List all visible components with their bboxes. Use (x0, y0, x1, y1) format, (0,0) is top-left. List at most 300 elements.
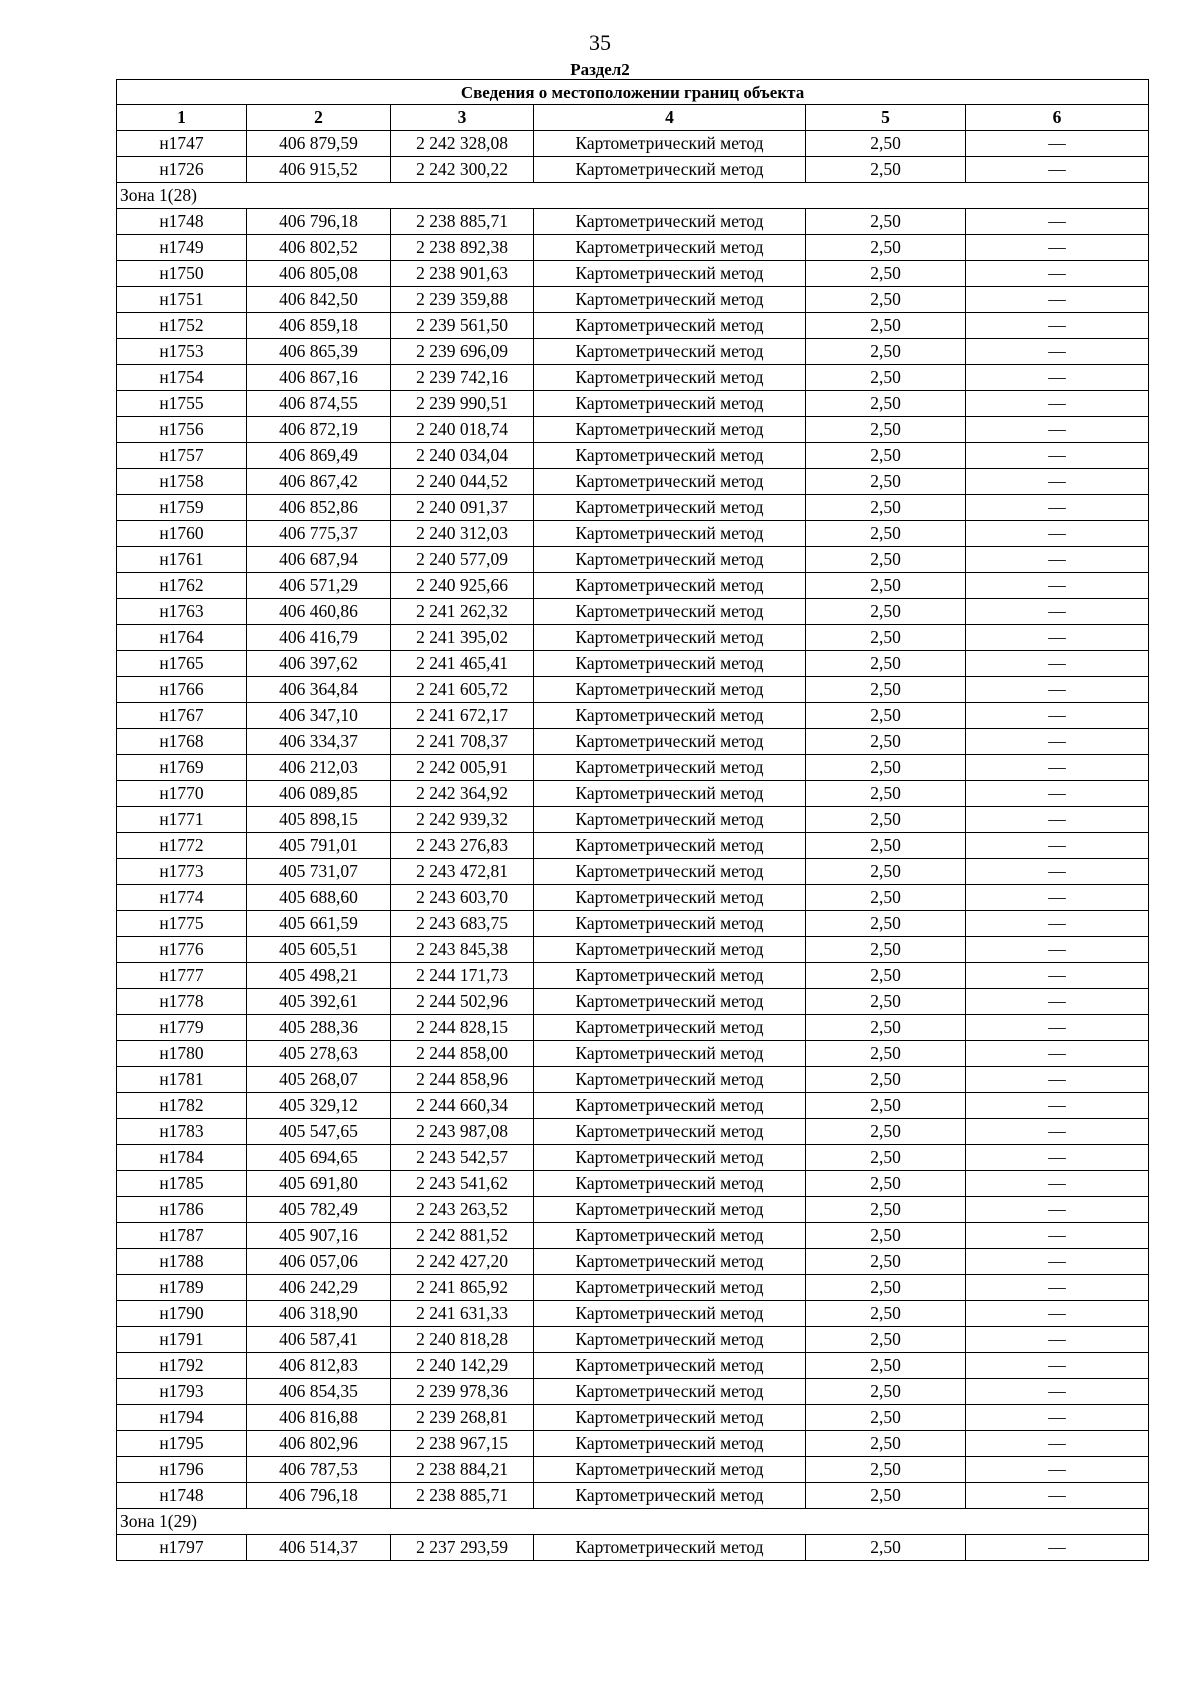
point-id-cell: н1764 (117, 625, 247, 651)
description-cell: — (966, 1249, 1149, 1275)
x-coordinate-cell: 406 796,18 (247, 209, 391, 235)
accuracy-cell: 2,50 (806, 287, 966, 313)
method-cell: Картометрический метод (534, 573, 806, 599)
x-coordinate-cell: 405 288,36 (247, 1015, 391, 1041)
y-coordinate-cell: 2 240 044,52 (391, 469, 534, 495)
y-coordinate-cell: 2 243 276,83 (391, 833, 534, 859)
point-id-cell: н1748 (117, 209, 247, 235)
y-coordinate-cell: 2 240 091,37 (391, 495, 534, 521)
method-cell: Картометрический метод (534, 1067, 806, 1093)
x-coordinate-cell: 405 694,65 (247, 1145, 391, 1171)
method-cell: Картометрический метод (534, 287, 806, 313)
table-row (117, 1405, 1149, 1431)
description-cell: — (966, 937, 1149, 963)
y-coordinate-cell: 2 244 171,73 (391, 963, 534, 989)
description-cell: — (966, 391, 1149, 417)
table-row (117, 1301, 1149, 1327)
x-coordinate-cell: 406 787,53 (247, 1457, 391, 1483)
point-id-cell: н1774 (117, 885, 247, 911)
y-coordinate-cell: 2 238 885,71 (391, 209, 534, 235)
method-cell: Картометрический метод (534, 1223, 806, 1249)
table-row (117, 573, 1149, 599)
accuracy-cell: 2,50 (806, 469, 966, 495)
accuracy-cell: 2,50 (806, 1067, 966, 1093)
point-id-cell: н1753 (117, 339, 247, 365)
method-cell: Картометрический метод (534, 859, 806, 885)
table-row (117, 1041, 1149, 1067)
y-coordinate-cell: 2 243 263,52 (391, 1197, 534, 1223)
x-coordinate-cell: 406 865,39 (247, 339, 391, 365)
x-coordinate-cell: 406 812,83 (247, 1353, 391, 1379)
point-id-cell: н1752 (117, 313, 247, 339)
y-coordinate-cell: 2 243 603,70 (391, 885, 534, 911)
description-cell: — (966, 1327, 1149, 1353)
point-id-cell: н1761 (117, 547, 247, 573)
table-row (117, 781, 1149, 807)
method-cell: Картометрический метод (534, 651, 806, 677)
y-coordinate-cell: 2 240 818,28 (391, 1327, 534, 1353)
y-coordinate-cell: 2 239 696,09 (391, 339, 534, 365)
method-cell: Картометрический метод (534, 1379, 806, 1405)
method-cell: Картометрический метод (534, 235, 806, 261)
x-coordinate-cell: 406 802,96 (247, 1431, 391, 1457)
method-cell: Картометрический метод (534, 391, 806, 417)
description-cell: — (966, 1119, 1149, 1145)
table-row (117, 1145, 1149, 1171)
table-row (117, 625, 1149, 651)
description-cell: — (966, 1041, 1149, 1067)
y-coordinate-cell: 2 242 427,20 (391, 1249, 534, 1275)
point-id-cell: н1775 (117, 911, 247, 937)
table-row (117, 989, 1149, 1015)
description-cell: — (966, 235, 1149, 261)
y-coordinate-cell: 2 244 858,96 (391, 1067, 534, 1093)
point-id-cell: н1786 (117, 1197, 247, 1223)
accuracy-cell: 2,50 (806, 1457, 966, 1483)
x-coordinate-cell: 405 329,12 (247, 1093, 391, 1119)
y-coordinate-cell: 2 242 364,92 (391, 781, 534, 807)
description-cell: — (966, 339, 1149, 365)
y-coordinate-cell: 2 244 502,96 (391, 989, 534, 1015)
y-coordinate-cell: 2 241 262,32 (391, 599, 534, 625)
y-coordinate-cell: 2 241 395,02 (391, 625, 534, 651)
method-cell: Картометрический метод (534, 911, 806, 937)
point-id-cell: н1768 (117, 729, 247, 755)
x-coordinate-cell: 406 397,62 (247, 651, 391, 677)
method-cell: Картометрический метод (534, 261, 806, 287)
y-coordinate-cell: 2 240 142,29 (391, 1353, 534, 1379)
zone-label: Зона 1(28) (117, 183, 1149, 209)
y-coordinate-cell: 2 237 293,59 (391, 1535, 534, 1561)
y-coordinate-cell: 2 241 631,33 (391, 1301, 534, 1327)
description-cell: — (966, 677, 1149, 703)
point-id-cell: н1754 (117, 365, 247, 391)
accuracy-cell: 2,50 (806, 1145, 966, 1171)
point-id-cell: н1777 (117, 963, 247, 989)
point-id-cell: н1767 (117, 703, 247, 729)
y-coordinate-cell: 2 243 987,08 (391, 1119, 534, 1145)
point-id-cell: н1773 (117, 859, 247, 885)
table-row (117, 521, 1149, 547)
table-row (117, 1015, 1149, 1041)
description-cell: — (966, 963, 1149, 989)
table-row (117, 469, 1149, 495)
y-coordinate-cell: 2 242 328,08 (391, 131, 534, 157)
point-id-cell: н1776 (117, 937, 247, 963)
table-row (117, 677, 1149, 703)
description-cell: — (966, 1379, 1149, 1405)
point-id-cell: н1747 (117, 131, 247, 157)
accuracy-cell: 2,50 (806, 963, 966, 989)
accuracy-cell: 2,50 (806, 1483, 966, 1509)
method-cell: Картометрический метод (534, 1535, 806, 1561)
method-cell: Картометрический метод (534, 1041, 806, 1067)
accuracy-cell: 2,50 (806, 937, 966, 963)
y-coordinate-cell: 2 242 300,22 (391, 157, 534, 183)
accuracy-cell: 2,50 (806, 1015, 966, 1041)
x-coordinate-cell: 405 791,01 (247, 833, 391, 859)
method-cell: Картометрический метод (534, 339, 806, 365)
method-cell: Картометрический метод (534, 1249, 806, 1275)
x-coordinate-cell: 406 687,94 (247, 547, 391, 573)
description-cell: — (966, 1015, 1149, 1041)
table-row (117, 1067, 1149, 1093)
x-coordinate-cell: 406 587,41 (247, 1327, 391, 1353)
description-cell: — (966, 1301, 1149, 1327)
x-coordinate-cell: 406 869,49 (247, 443, 391, 469)
point-id-cell: н1797 (117, 1535, 247, 1561)
point-id-cell: н1796 (117, 1457, 247, 1483)
description-cell: — (966, 729, 1149, 755)
description-cell: — (966, 703, 1149, 729)
section-title: Раздел2 (570, 60, 630, 79)
x-coordinate-cell: 406 242,29 (247, 1275, 391, 1301)
description-cell: — (966, 911, 1149, 937)
method-cell: Картометрический метод (534, 599, 806, 625)
table-row (117, 443, 1149, 469)
table-row (117, 1093, 1149, 1119)
y-coordinate-cell: 2 244 858,00 (391, 1041, 534, 1067)
column-header: 4 (534, 105, 806, 131)
point-id-cell: н1771 (117, 807, 247, 833)
description-cell: — (966, 1067, 1149, 1093)
description-cell: — (966, 313, 1149, 339)
method-cell: Картометрический метод (534, 1301, 806, 1327)
table-row (117, 1327, 1149, 1353)
accuracy-cell: 2,50 (806, 1119, 966, 1145)
column-header: 6 (966, 105, 1149, 131)
description-cell: — (966, 1145, 1149, 1171)
point-id-cell: н1757 (117, 443, 247, 469)
y-coordinate-cell: 2 244 660,34 (391, 1093, 534, 1119)
column-header: 5 (806, 105, 966, 131)
y-coordinate-cell: 2 241 865,92 (391, 1275, 534, 1301)
point-id-cell: н1749 (117, 235, 247, 261)
accuracy-cell: 2,50 (806, 391, 966, 417)
method-cell: Картометрический метод (534, 521, 806, 547)
description-cell: — (966, 365, 1149, 391)
y-coordinate-cell: 2 238 884,21 (391, 1457, 534, 1483)
point-id-cell: н1792 (117, 1353, 247, 1379)
description-cell: — (966, 1275, 1149, 1301)
y-coordinate-cell: 2 239 990,51 (391, 391, 534, 417)
x-coordinate-cell: 406 854,35 (247, 1379, 391, 1405)
point-id-cell: н1778 (117, 989, 247, 1015)
method-cell: Картометрический метод (534, 443, 806, 469)
accuracy-cell: 2,50 (806, 1197, 966, 1223)
table-row (117, 703, 1149, 729)
table-row (117, 1483, 1149, 1509)
description-cell: — (966, 157, 1149, 183)
method-cell: Картометрический метод (534, 1093, 806, 1119)
method-cell: Картометрический метод (534, 833, 806, 859)
y-coordinate-cell: 2 241 672,17 (391, 703, 534, 729)
description-cell: — (966, 885, 1149, 911)
accuracy-cell: 2,50 (806, 157, 966, 183)
table-row (117, 1275, 1149, 1301)
x-coordinate-cell: 406 867,42 (247, 469, 391, 495)
x-coordinate-cell: 405 782,49 (247, 1197, 391, 1223)
accuracy-cell: 2,50 (806, 1327, 966, 1353)
description-cell: — (966, 443, 1149, 469)
description-cell: — (966, 1535, 1149, 1561)
description-cell: — (966, 495, 1149, 521)
method-cell: Картометрический метод (534, 1171, 806, 1197)
table-row (117, 755, 1149, 781)
column-header: 1 (117, 105, 247, 131)
method-cell: Картометрический метод (534, 1145, 806, 1171)
x-coordinate-cell: 406 796,18 (247, 1483, 391, 1509)
description-cell: — (966, 521, 1149, 547)
point-id-cell: н1750 (117, 261, 247, 287)
x-coordinate-cell: 405 268,07 (247, 1067, 391, 1093)
table-row (117, 885, 1149, 911)
accuracy-cell: 2,50 (806, 703, 966, 729)
accuracy-cell: 2,50 (806, 859, 966, 885)
accuracy-cell: 2,50 (806, 677, 966, 703)
description-cell: — (966, 1093, 1149, 1119)
accuracy-cell: 2,50 (806, 573, 966, 599)
x-coordinate-cell: 405 691,80 (247, 1171, 391, 1197)
table-row (117, 833, 1149, 859)
table-row (117, 287, 1149, 313)
point-id-cell: н1769 (117, 755, 247, 781)
accuracy-cell: 2,50 (806, 521, 966, 547)
table-row (117, 495, 1149, 521)
accuracy-cell: 2,50 (806, 365, 966, 391)
accuracy-cell: 2,50 (806, 261, 966, 287)
description-cell: — (966, 573, 1149, 599)
description-cell: — (966, 131, 1149, 157)
y-coordinate-cell: 2 238 892,38 (391, 235, 534, 261)
description-cell: — (966, 625, 1149, 651)
y-coordinate-cell: 2 240 925,66 (391, 573, 534, 599)
y-coordinate-cell: 2 242 939,32 (391, 807, 534, 833)
x-coordinate-cell: 406 318,90 (247, 1301, 391, 1327)
table-row (117, 1379, 1149, 1405)
y-coordinate-cell: 2 239 742,16 (391, 365, 534, 391)
description-cell: — (966, 1483, 1149, 1509)
accuracy-cell: 2,50 (806, 235, 966, 261)
point-id-cell: н1785 (117, 1171, 247, 1197)
x-coordinate-cell: 405 661,59 (247, 911, 391, 937)
accuracy-cell: 2,50 (806, 651, 966, 677)
description-cell: — (966, 989, 1149, 1015)
method-cell: Картометрический метод (534, 365, 806, 391)
point-id-cell: н1762 (117, 573, 247, 599)
method-cell: Картометрический метод (534, 885, 806, 911)
description-cell: — (966, 755, 1149, 781)
y-coordinate-cell: 2 243 541,62 (391, 1171, 534, 1197)
column-header: 2 (247, 105, 391, 131)
accuracy-cell: 2,50 (806, 781, 966, 807)
accuracy-cell: 2,50 (806, 599, 966, 625)
point-id-cell: н1758 (117, 469, 247, 495)
description-cell: — (966, 1197, 1149, 1223)
table-row (117, 339, 1149, 365)
y-coordinate-cell: 2 238 885,71 (391, 1483, 534, 1509)
table-row (117, 937, 1149, 963)
accuracy-cell: 2,50 (806, 209, 966, 235)
point-id-cell: н1780 (117, 1041, 247, 1067)
table-header-row (117, 105, 1149, 131)
x-coordinate-cell: 406 802,52 (247, 235, 391, 261)
y-coordinate-cell: 2 241 465,41 (391, 651, 534, 677)
y-coordinate-cell: 2 243 542,57 (391, 1145, 534, 1171)
x-coordinate-cell: 406 874,55 (247, 391, 391, 417)
method-cell: Картометрический метод (534, 209, 806, 235)
accuracy-cell: 2,50 (806, 1249, 966, 1275)
x-coordinate-cell: 406 859,18 (247, 313, 391, 339)
point-id-cell: н1789 (117, 1275, 247, 1301)
table-row (117, 1353, 1149, 1379)
x-coordinate-cell: 405 605,51 (247, 937, 391, 963)
x-coordinate-cell: 406 842,50 (247, 287, 391, 313)
description-cell: — (966, 209, 1149, 235)
method-cell: Картометрический метод (534, 417, 806, 443)
y-coordinate-cell: 2 241 708,37 (391, 729, 534, 755)
point-id-cell: н1790 (117, 1301, 247, 1327)
description-cell: — (966, 1171, 1149, 1197)
accuracy-cell: 2,50 (806, 755, 966, 781)
x-coordinate-cell: 405 278,63 (247, 1041, 391, 1067)
description-cell: — (966, 287, 1149, 313)
point-id-cell: н1766 (117, 677, 247, 703)
x-coordinate-cell: 405 547,65 (247, 1119, 391, 1145)
method-cell: Картометрический метод (534, 989, 806, 1015)
x-coordinate-cell: 406 816,88 (247, 1405, 391, 1431)
accuracy-cell: 2,50 (806, 807, 966, 833)
method-cell: Картометрический метод (534, 1457, 806, 1483)
accuracy-cell: 2,50 (806, 1223, 966, 1249)
method-cell: Картометрический метод (534, 1275, 806, 1301)
x-coordinate-cell: 406 089,85 (247, 781, 391, 807)
description-cell: — (966, 417, 1149, 443)
method-cell: Картометрический метод (534, 1405, 806, 1431)
table-row (117, 1535, 1149, 1561)
method-cell: Картометрический метод (534, 703, 806, 729)
accuracy-cell: 2,50 (806, 1405, 966, 1431)
table-row (117, 1431, 1149, 1457)
point-id-cell: н1765 (117, 651, 247, 677)
x-coordinate-cell: 406 334,37 (247, 729, 391, 755)
point-id-cell: н1756 (117, 417, 247, 443)
method-cell: Картометрический метод (534, 937, 806, 963)
description-cell: — (966, 833, 1149, 859)
table-row (117, 911, 1149, 937)
point-id-cell: н1794 (117, 1405, 247, 1431)
accuracy-cell: 2,50 (806, 1301, 966, 1327)
y-coordinate-cell: 2 244 828,15 (391, 1015, 534, 1041)
table-row (117, 651, 1149, 677)
table-row (117, 1119, 1149, 1145)
table-row (117, 131, 1149, 157)
description-cell: — (966, 1353, 1149, 1379)
point-id-cell: н1772 (117, 833, 247, 859)
description-cell: — (966, 781, 1149, 807)
accuracy-cell: 2,50 (806, 339, 966, 365)
point-id-cell: н1755 (117, 391, 247, 417)
y-coordinate-cell: 2 243 845,38 (391, 937, 534, 963)
x-coordinate-cell: 406 879,59 (247, 131, 391, 157)
table-row (117, 157, 1149, 183)
x-coordinate-cell: 405 392,61 (247, 989, 391, 1015)
description-cell: — (966, 651, 1149, 677)
table-row (117, 313, 1149, 339)
method-cell: Картометрический метод (534, 781, 806, 807)
accuracy-cell: 2,50 (806, 1041, 966, 1067)
table-row (117, 1457, 1149, 1483)
y-coordinate-cell: 2 240 577,09 (391, 547, 534, 573)
accuracy-cell: 2,50 (806, 1353, 966, 1379)
table-row (117, 235, 1149, 261)
y-coordinate-cell: 2 240 034,04 (391, 443, 534, 469)
accuracy-cell: 2,50 (806, 1431, 966, 1457)
table-row (117, 1249, 1149, 1275)
page-number: 35 (589, 30, 611, 55)
method-cell: Картометрический метод (534, 1483, 806, 1509)
description-cell: — (966, 1457, 1149, 1483)
table-row (117, 1197, 1149, 1223)
method-cell: Картометрический метод (534, 807, 806, 833)
point-id-cell: н1784 (117, 1145, 247, 1171)
description-cell: — (966, 807, 1149, 833)
point-id-cell: н1795 (117, 1431, 247, 1457)
method-cell: Картометрический метод (534, 495, 806, 521)
point-id-cell: н1726 (117, 157, 247, 183)
zone-row (117, 1509, 1149, 1535)
method-cell: Картометрический метод (534, 1327, 806, 1353)
y-coordinate-cell: 2 240 018,74 (391, 417, 534, 443)
table-caption: Сведения о местоположении границ объекта (117, 80, 1149, 105)
y-coordinate-cell: 2 239 359,88 (391, 287, 534, 313)
method-cell: Картометрический метод (534, 729, 806, 755)
x-coordinate-cell: 406 805,08 (247, 261, 391, 287)
description-cell: — (966, 261, 1149, 287)
point-id-cell: н1748 (117, 1483, 247, 1509)
x-coordinate-cell: 406 775,37 (247, 521, 391, 547)
table-row (117, 599, 1149, 625)
accuracy-cell: 2,50 (806, 833, 966, 859)
description-cell: — (966, 1405, 1149, 1431)
x-coordinate-cell: 405 498,21 (247, 963, 391, 989)
x-coordinate-cell: 406 867,16 (247, 365, 391, 391)
point-id-cell: н1781 (117, 1067, 247, 1093)
accuracy-cell: 2,50 (806, 1379, 966, 1405)
y-coordinate-cell: 2 242 005,91 (391, 755, 534, 781)
x-coordinate-cell: 406 571,29 (247, 573, 391, 599)
point-id-cell: н1759 (117, 495, 247, 521)
